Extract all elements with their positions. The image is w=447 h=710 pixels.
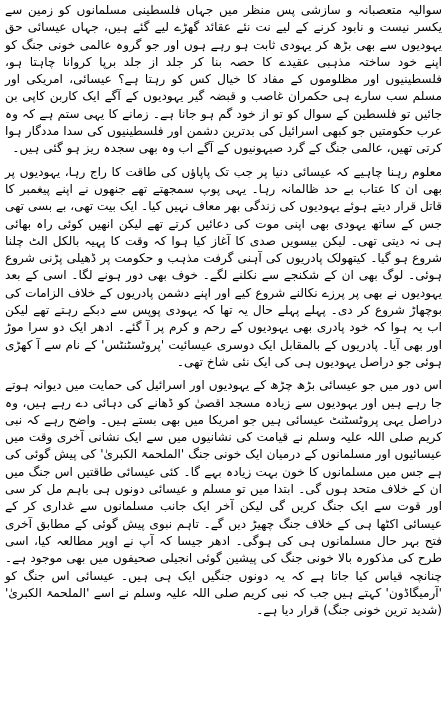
paragraph-3: اس دور میں جو عیسائی بڑھ چڑھ کے یہودیوں اور اسرائیل کی حمایت میں دیوانہ ہوتے جا رہے ہیں اور یہودیوں سے زیادہ مسجد اقصیٰ کو ڈھانے کی دہائی دے رہے ہیں، وہ دراصل یہی پروٹسٹنٹ عیسائی ہیں جو امریکا میں بھی بستے ہیں۔ واضح رہے کہ نبی کریم صلی اللہ علیہ وسلم نے قیامت کی نشانیوں میں سے ایک نشانی آخری وقت میں عیسائیوں اور مسلمانوں کے درمیان ایک خونی جنگ 'الملحمۃ الکبریٰ' کی پیش گوئی کی ہے جس میں مسلمانوں کا خون بہت زیادہ بہے گا۔ کئی عیسائی طاقتیں اس جنگ میں ان کے خلاف متحد ہوں گی۔ ابتدا میں تو مسلم و عیسائی دونوں ہی باہم مل کر سی اور قوت سے ایک جنگ کریں گی لیکن آخر ایک جانب مسلمانوں سے غداری کر کے عیسائی اکٹھا ہی کے خلاف جنگ چھیڑ دیں گے۔ تاہم نبوی پیش گوئی کے مطابق آخری فتح بہر حال مسلمانوں ہی کی ہوگی۔ ادھر جیسا کہ آپ نے اوپر مطالعہ کیا، اسی طرح کی مذکورہ بالا خونی جنگ کی پیشین گوئی انجیلی صحیفوں میں بھی موجود ہے۔ چنانچہ قیاس کیا جاتا ہے کہ یہ دونوں جنگیں ایک ہی ہیں۔ عیسائی اس جنگ کو 'آرمیگاڈون' کہتے ہیں جب کہ نبی کریم صلی اللہ علیہ وسلم نے اسے 'الملحمۃ الکبریٰ' (شدید ترین خونی جنگ) قرار دیا ہے۔ [5,378,442,618]
paragraph-1: سوالیہ متعصبانہ و سازشی پس منظر میں جہاں فلسطینی مسلمانوں کو زمین سے یکسر نیست و نابود کرنے کے لیے نت نئے عقائد گھڑے لیے گئے ہیں، جہاں عیسائی حق یہودیوں سے بھی بڑھ کر یہودی ثابت ہو رہے ہوں اور جو گروہ عالمی خونی جنگ کو اپنے خود ساختہ مذہبی عقیدے کا حصہ بنا کر جلد از جلد برپا کروانا چاہتا ہو، فلسطینیوں اور مظلوموں کے مفاد کا خیال کس کو رہتا ہے؟ عیسائی، امریکی اور مسلم سب سارے ہی حکمران غاصب و قبضہ گیر یہودیوں کے آگے ایک کاربن کاپی بن جائیں تو فلسطین کے سوال کو تو از خود گم ہو جانا ہے۔ زمانے کا یہی ستم ہے کہ وہ عرب حکومتیں جو کبھی اسرائیل کی بدترین دشمن اور فلسطینیوں کی سدا مددگار ہوا کرتی تھیں، عالمی جنگ کے گرد صیہونیوں کے آگے اب وہ بھی سجدہ ریز ہو گئی ہیں۔ [5,3,442,156]
paragraph-2: معلوم رہنا چاہیے کہ عیسائی دنیا پر جب تک پاپاؤں کی طاقت کا راج رہا، یہودیوں پر بھی ان کا عتاب بے حد ظالمانہ رہا۔ یہی پوپ سمجھتے تھے جنھوں نے اپنے پیغمبر کا قاتل قرار دیتے ہوئے یہودیوں کی زندگی بھر معاف نہیں کیا۔ ایک بیت تھی، بے بسی تھی جس کے ساتھ یہودی بھی اپنی موت کی دعائیں کرتے تھے لیکن انھیں کوئی راہ بھائی ہی نہ دیتی تھی۔ لیکن بیسویں صدی کا آغاز کیا ہوا کہ وقت کا پہیہ بالکل الٹ چلنا شروع ہو گیا۔ کیتھولک پادریوں کی آہنی گرفت مذہب و حکومت پر ڈھیلی پڑنی شروع ہوئی۔ لوگ بھی ان کے شکنجے سے نکلنے لگے۔ خوف بھی دور ہونے لگا۔ اسی کے بعد یہودیوں نے بھی پر پرزے نکالنے شروع کیے اور اپنے دشمن پادریوں کے خلاف الزامات کی بوچھاڑ شروع کر دی۔ پہلے پہلے حال یہ تھا کہ یہودی پوپس سے دبکے رہتے تھے لیکن اب یہ ہوا کہ خود پادری بھی یہودیوں کے رحم و کرم پر آ گئے۔ ادھر ایک دو سرا موڑ اور بھی آیا۔ پادریوں کے بالمقابل ایک دوسری عیسائیت 'پروٹسٹنٹس' کے نام سے آ کھڑی ہوئی جو دراصل یہودیوں ہی کی ایک نئی شاخ تھی۔ [5,164,442,369]
